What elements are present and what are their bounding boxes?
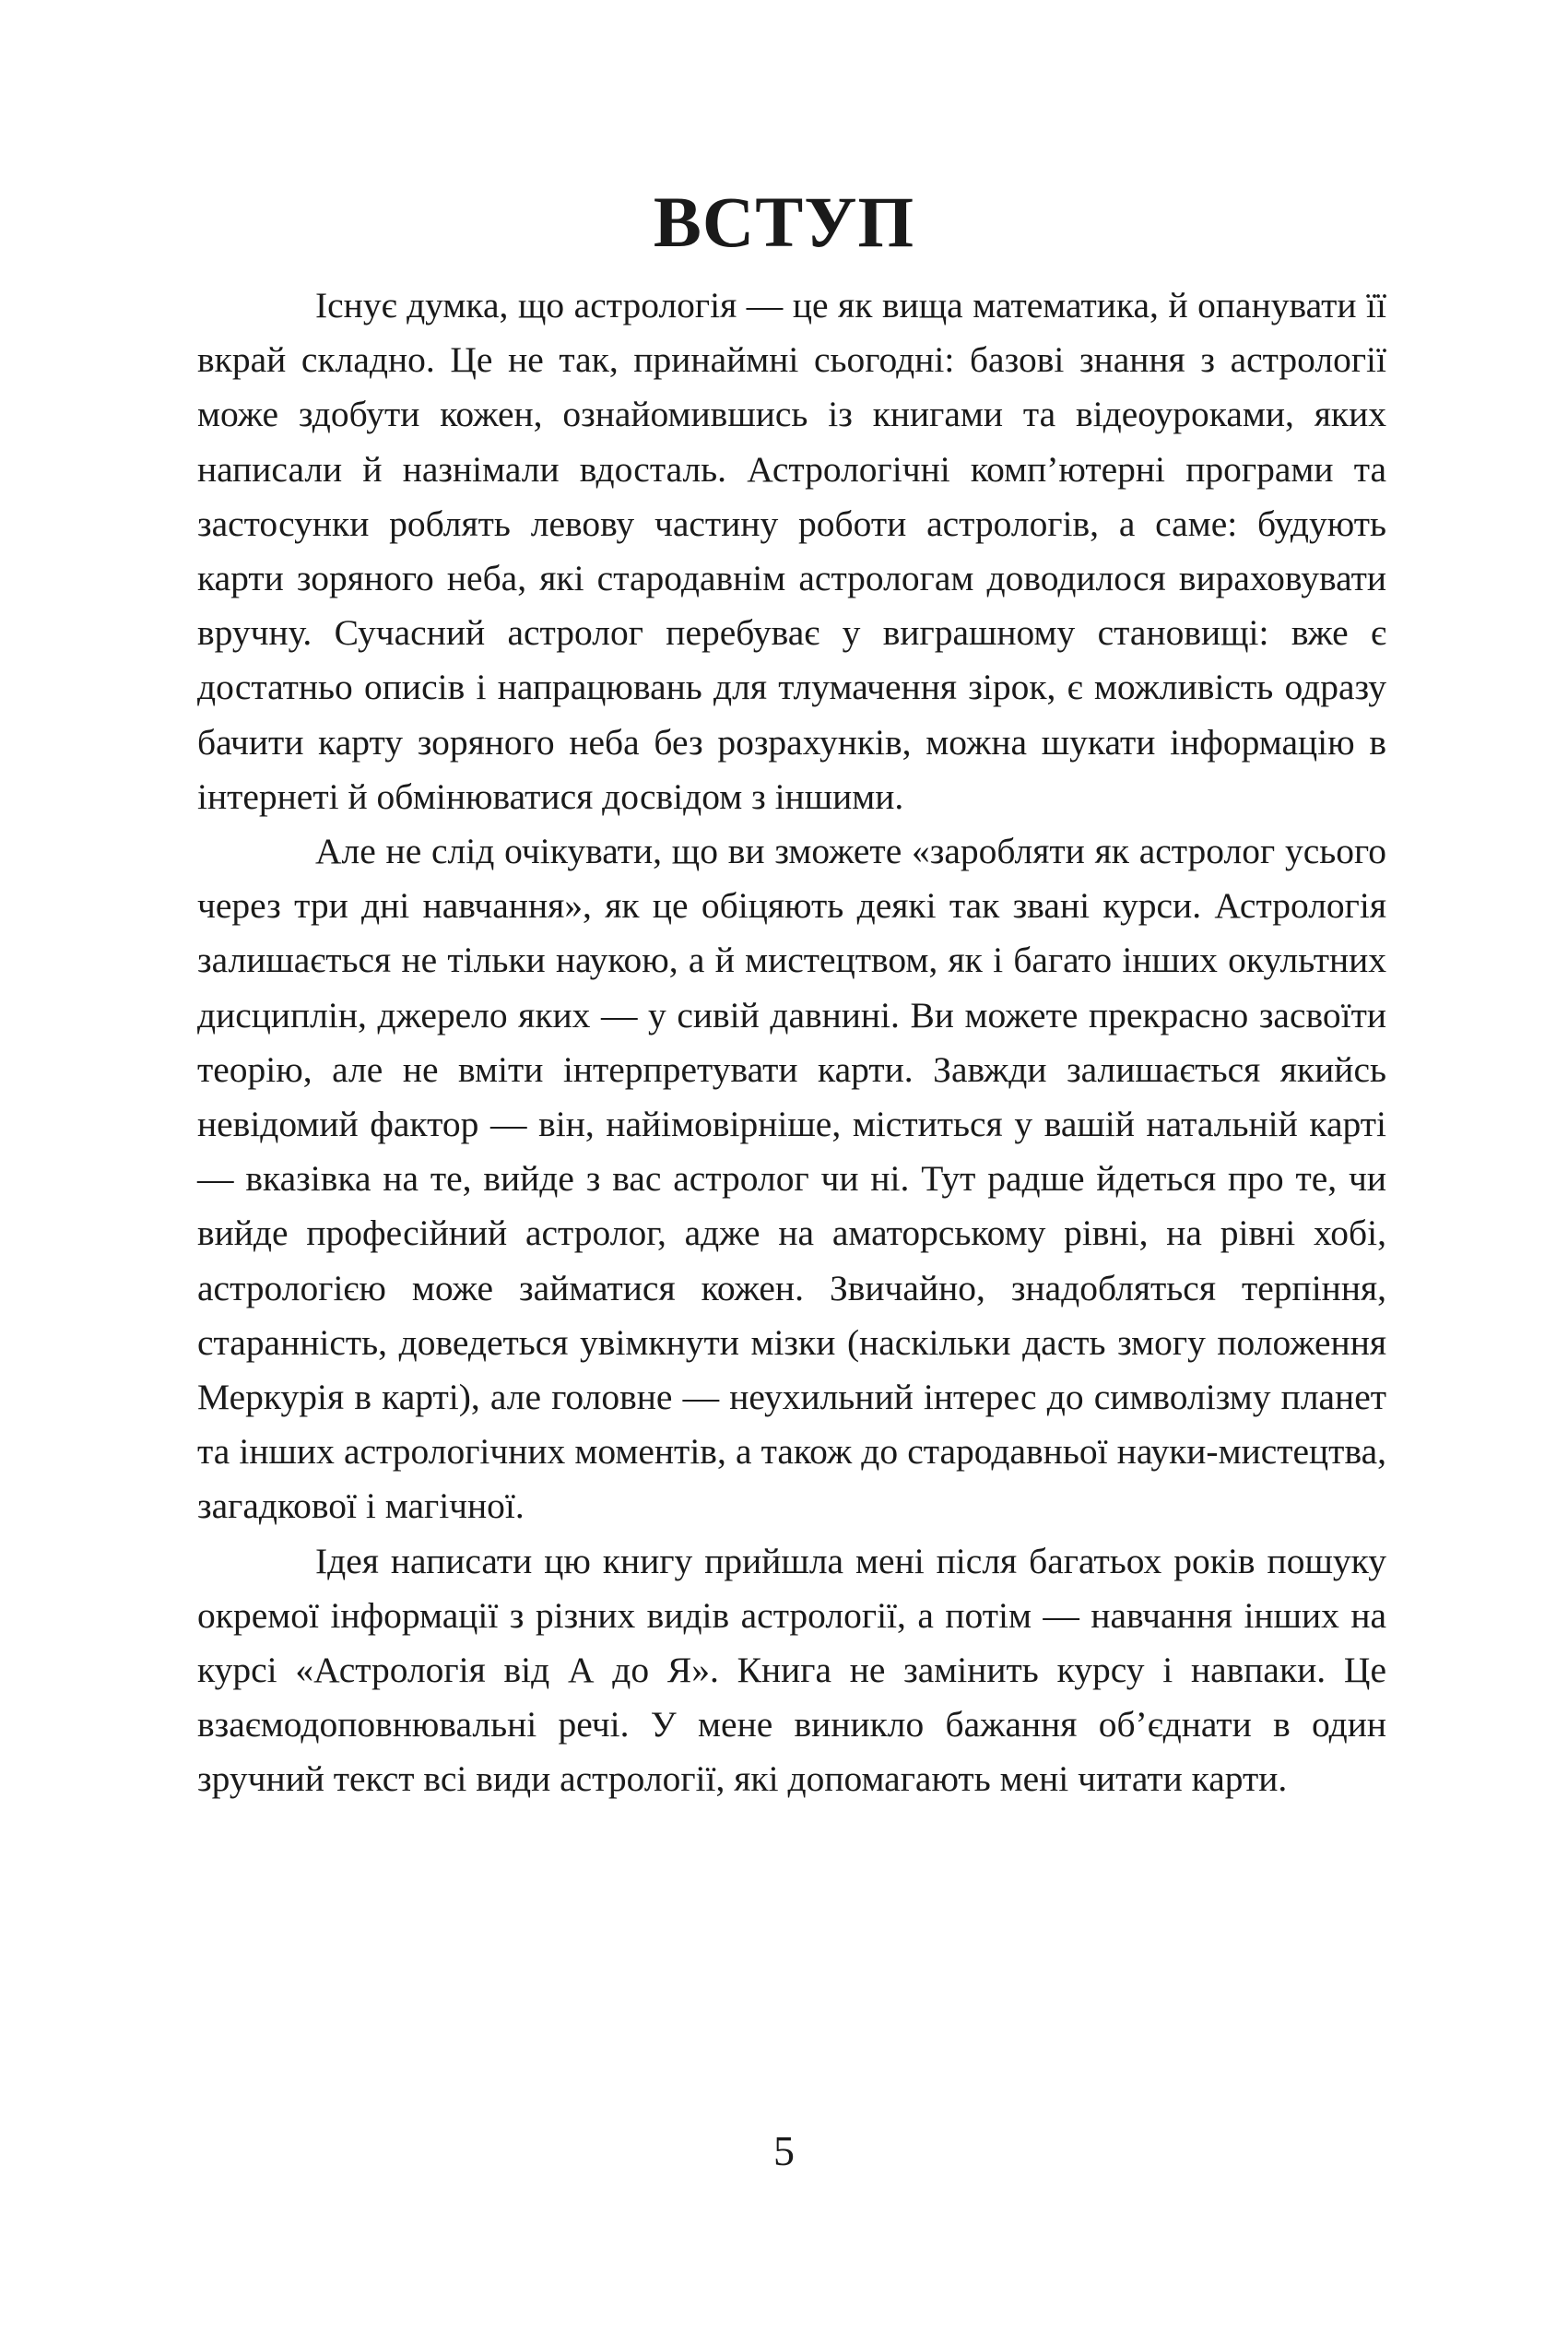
chapter-title: ВСТУП xyxy=(653,182,915,262)
paragraph-1: Існує думка, що астрологія — це як вища математика, й опанувати її вкрай складно. Це не так, принаймні сьогодні: базові знання з астрології може здобути кожен, ознайомившись із книгами та відеоуроками, яких написали й назнімали вдосталь. Астрологічні комп’ютерні програми та застосунки роблять левову частину роботи астрологів, а саме: будують карти зоряного неба, які стародавнім астрологам доводилося вираховувати вручну. Сучасний астролог перебуває у виграшному становищі: вже є достатньо описів і напрацювань для тлумачення зірок, є можливість одразу бачити карту зоряного неба без розрахунків, можна шукати інформацію в інтернеті й обмінюватися досвідом з іншими. xyxy=(197,285,1386,817)
paragraph-2: Але не слід очікувати, що ви зможете «заробляти як астролог усього через три дні навчання», як це обіцяють деякі так звані курси. Астрологія залишається не тільки наукою, а й мистецтвом, як і багато інших окультних дисциплін, джерело яких — у сивій давнині. Ви можете прекрасно засвоїти теорію, але не вміти інтерпретувати карти. Завжди залишається якийсь невідомий фактор — він, найімовірніше, міститься у вашій натальній карті — вказівка на те, вийде з вас астролог чи ні. Тут радше йдеться про те, чи вийде професійний астролог, адже на аматорському рівні, на рівні хобі, астрологією може займатися кожен. Звичайно, знадобляться терпіння, старанність, доведеться увімкнути мізки (наскільки дасть змогу положення Меркурія в карті), але головне — неухильний інтерес до символізму планет та інших астрологічних моментів, а також до стародавньої науки-мистецтва, загадкової і магічної. xyxy=(197,831,1386,1527)
paragraph-3: Ідея написати цю книгу прийшла мені після багатьох років пошуку окремої інформації з різних видів астрології, а потім — навчання інших на курсі «Астрологія від А до Я». Книга не замінить курсу і навпаки. Це взаємодоповнювальні речі. У мене виникло бажання об’єднати в один зручний текст всі види астрології, які допомагають мені читати карти. xyxy=(197,1540,1386,1800)
chapter-body xyxy=(197,278,1386,1807)
page-number: 5 xyxy=(773,2127,795,2174)
